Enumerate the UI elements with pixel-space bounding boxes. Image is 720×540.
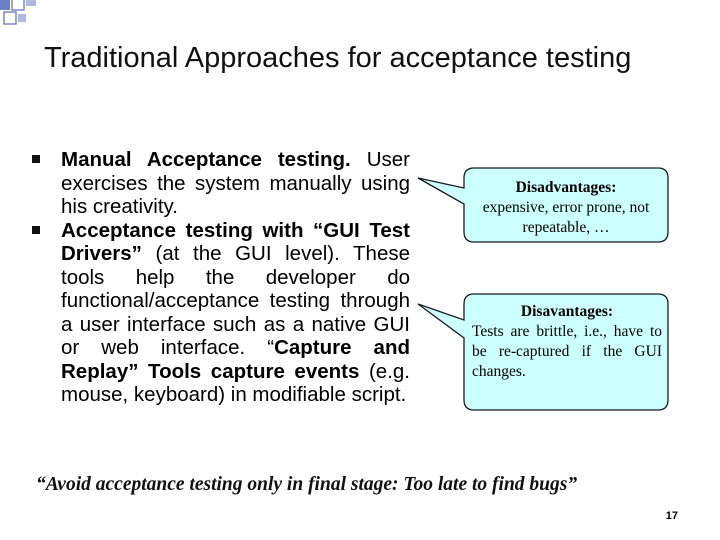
callout-heading: Disavantages: [520,303,614,320]
bullet-text [61,148,410,219]
bullet-item-manual [30,148,410,219]
bullet-body-end: (e.g. mouse, keyboard) in modifiable script. [61,359,410,406]
bullet-text [61,219,410,407]
callout-heading: Disadvantages: [515,179,617,196]
square-bullet-icon [32,226,40,234]
page-number: 17 [665,510,678,522]
bullet-lead: Manual Acceptance testing. [61,148,351,171]
callout-text [472,302,662,382]
bullet-list [30,148,410,407]
bullet-body: (at the GUI level). These tools help the developer do functional/acceptance testing through a user interface such as a native GUI or web interface. “ [61,242,410,359]
bullet-lead: Acceptance testing with “GUI Test Drivers” [61,218,410,265]
bullet-emphasis: Capture and Replay” Tools capture events [61,336,410,383]
bullet-item-gui-drivers [30,219,410,407]
closing-quote: “Avoid acceptance testing only in final stage: Too late to find bugs” [36,474,578,495]
bullet-body: User exercises the system manually using his creativity. [61,148,410,218]
corner-decoration [0,0,60,40]
callout-disadvantages [414,160,676,252]
callout-text [464,178,668,238]
slide-title: Traditional Approaches for acceptance testing [44,42,632,74]
callout-disavantages [414,286,676,414]
square-bullet-icon [32,155,40,163]
callout-body: Tests are brittle, i.e., have to be re-captured if the GUI changes. [472,323,662,380]
callout-body: expensive, error prone, not repeatable, … [482,199,650,236]
